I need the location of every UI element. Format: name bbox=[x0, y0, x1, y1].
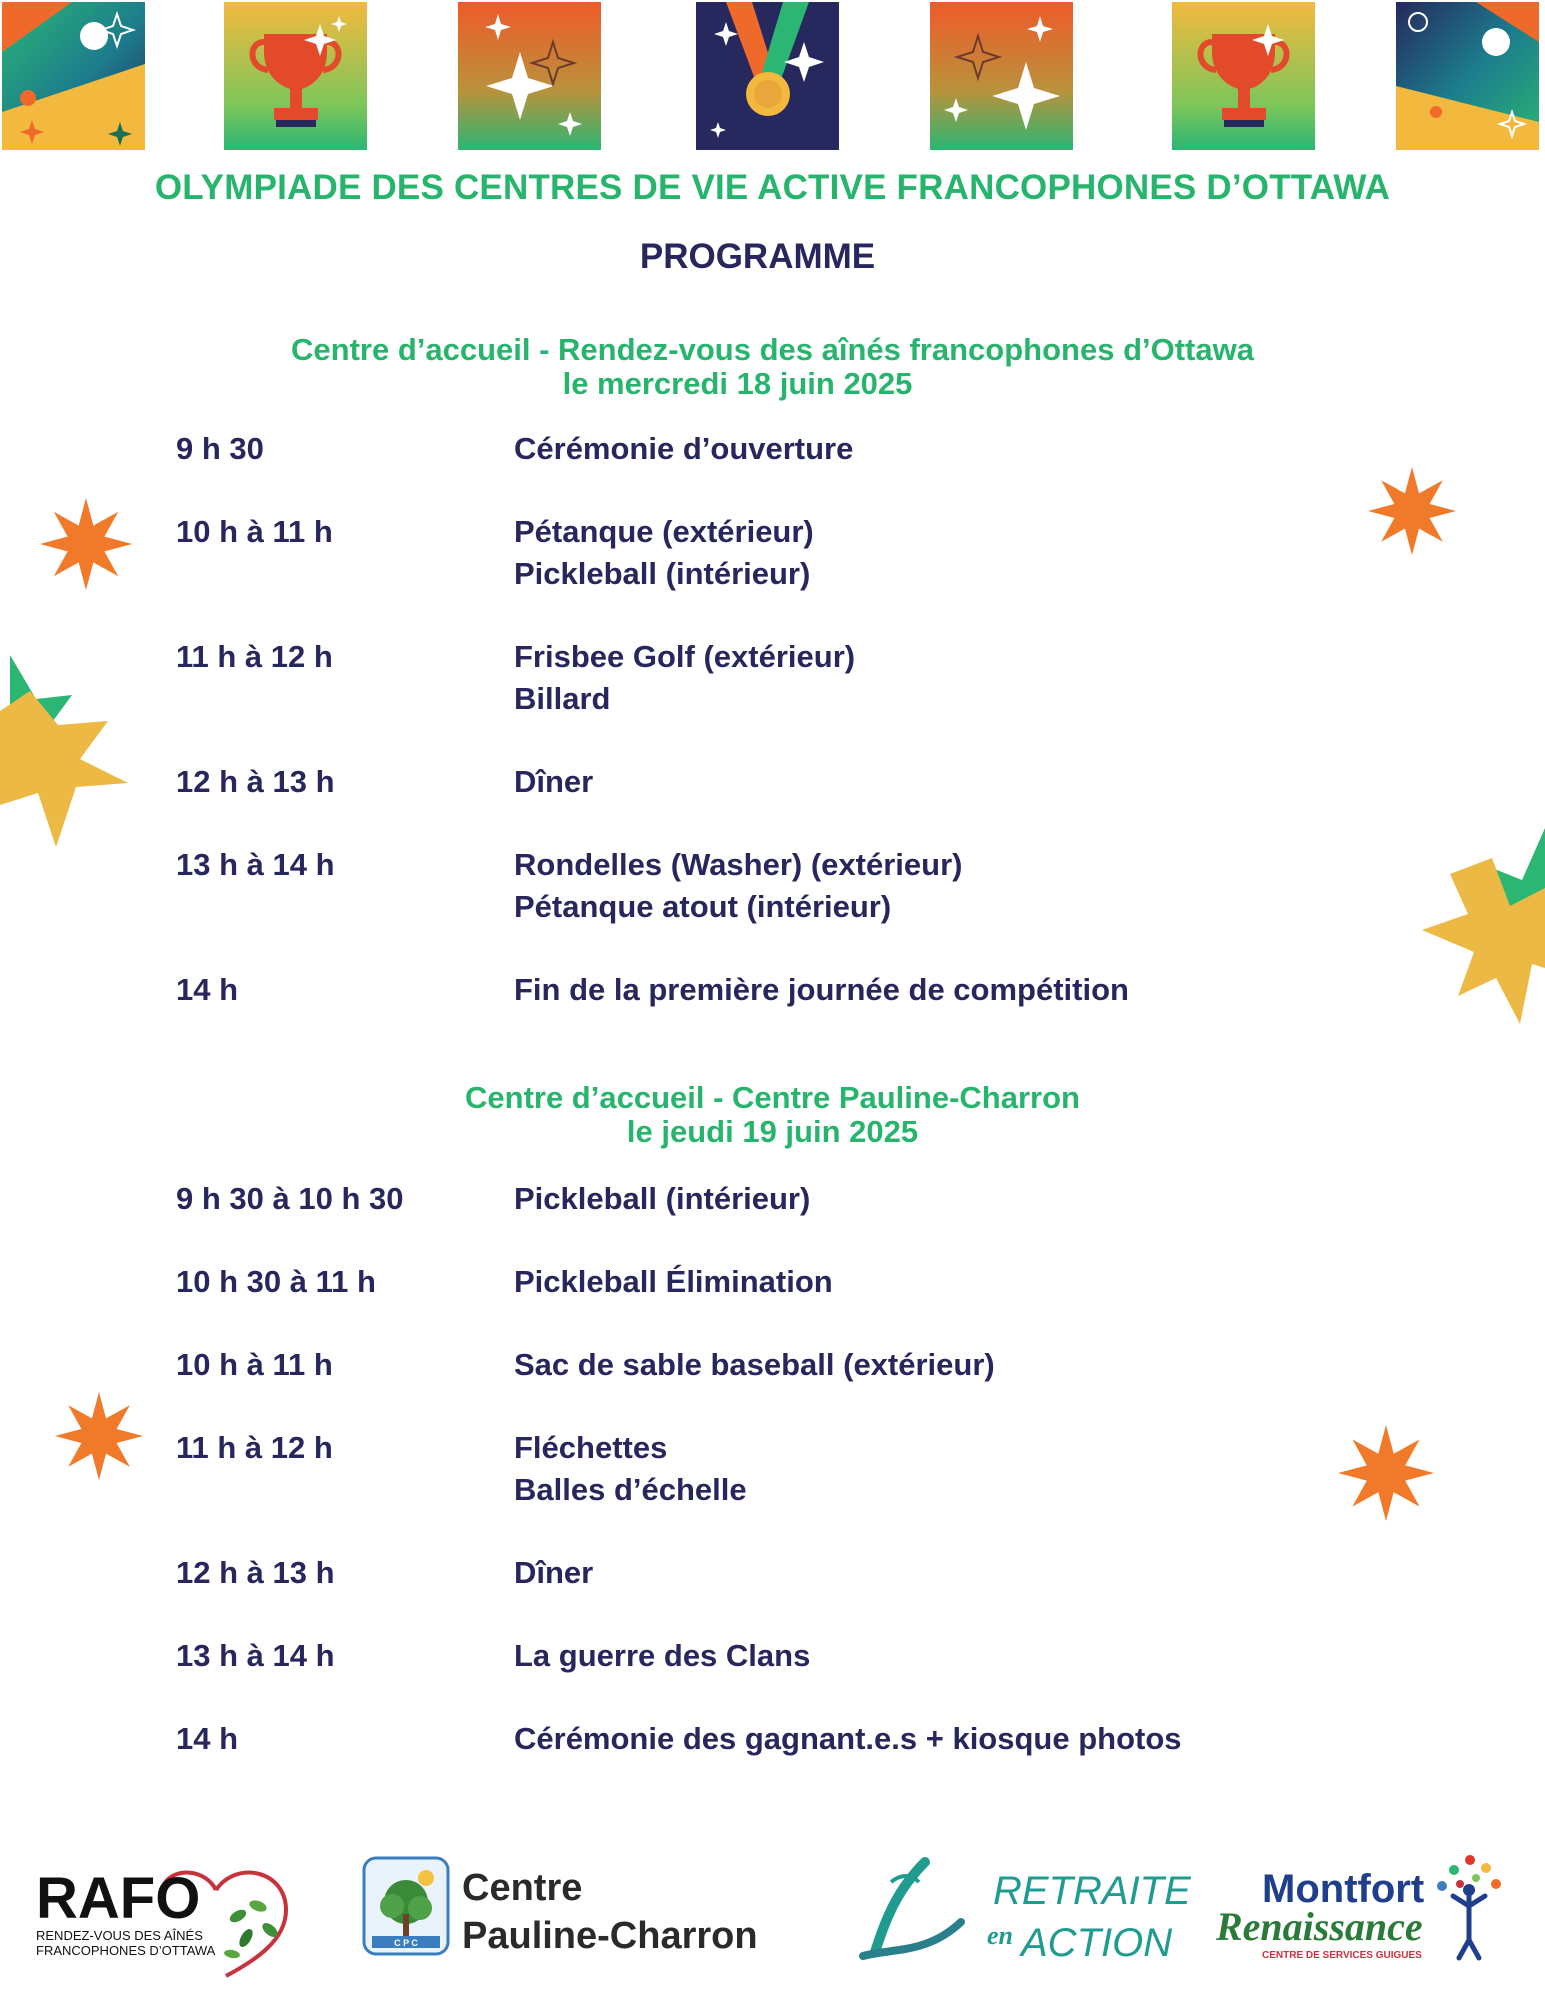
activity-label: Pickleball (intérieur) bbox=[514, 556, 811, 591]
activity-label: Cérémonie d’ouverture bbox=[514, 431, 854, 466]
schedule-time: 9 h 30 bbox=[176, 431, 264, 466]
schedule-activities bbox=[514, 636, 1376, 720]
schedule-activities bbox=[514, 1552, 1376, 1594]
schedule-row bbox=[176, 1344, 1376, 1386]
schedule-row bbox=[176, 1635, 1376, 1677]
abstract-tile bbox=[2, 2, 145, 150]
starburst-icon bbox=[1368, 467, 1456, 555]
day1-schedule bbox=[176, 428, 1376, 1011]
activity-label: Billard bbox=[514, 681, 611, 716]
stars-tile bbox=[458, 2, 601, 150]
schedule-time: 11 h à 12 h bbox=[176, 639, 333, 674]
activity-label: Balles d’échelle bbox=[514, 1472, 747, 1507]
montfort-line-2: Renaissance bbox=[1216, 1904, 1423, 1949]
schedule-row bbox=[176, 969, 1376, 1011]
schedule-time: 11 h à 12 h bbox=[176, 1430, 333, 1465]
rafo-tagline-1: RENDEZ-VOUS DES AÎNÉS bbox=[36, 1928, 203, 1943]
schedule-time: 13 h à 14 h bbox=[176, 1638, 335, 1673]
montfort-line-1: Montfort bbox=[1262, 1867, 1425, 1911]
schedule-activities bbox=[514, 1718, 1376, 1760]
rafo-name: RAFO bbox=[36, 1866, 201, 1931]
activity-label: Dîner bbox=[514, 764, 594, 799]
day2-schedule bbox=[176, 1178, 1376, 1760]
schedule-time: 9 h 30 à 10 h 30 bbox=[176, 1181, 404, 1216]
schedule-row bbox=[176, 636, 1376, 720]
schedule-row bbox=[176, 511, 1376, 595]
schedule-activities bbox=[514, 1178, 1376, 1220]
activity-label: Frisbee Golf (extérieur) bbox=[514, 639, 856, 674]
schedule-row bbox=[176, 1261, 1376, 1303]
medal-tile bbox=[696, 2, 839, 150]
retraite-line-2b: ACTION bbox=[1021, 1921, 1173, 1965]
schedule-row bbox=[176, 1178, 1376, 1220]
day2-venue-heading bbox=[0, 1081, 1545, 1149]
schedule-activities bbox=[514, 1635, 1376, 1677]
day2-venue: Centre d’accueil - Centre Pauline-Charron bbox=[465, 1080, 1080, 1115]
schedule-time: 12 h à 13 h bbox=[176, 1555, 335, 1590]
schedule-activities bbox=[514, 1344, 1376, 1386]
star-shape-icon bbox=[1422, 828, 1545, 1028]
event-title: OLYMPIADE DES CENTRES DE VIE ACTIVE FRANCOPHONES D’OTTAWA bbox=[154, 168, 1391, 207]
star-shape-icon bbox=[0, 655, 135, 855]
cpc-line-2: Pauline-Charron bbox=[462, 1915, 758, 1957]
starburst-icon bbox=[40, 498, 132, 590]
schedule-activities bbox=[514, 1261, 1376, 1303]
abstract-tile bbox=[1396, 2, 1539, 150]
schedule-time: 10 h à 11 h bbox=[176, 1347, 333, 1382]
montfort-renaissance-logo bbox=[1210, 1840, 1530, 1970]
retraite-line-1: RETRAITE bbox=[993, 1869, 1191, 1913]
schedule-activities bbox=[514, 1427, 1376, 1511]
montfort-line-3: CENTRE DE SERVICES GUIGUES bbox=[1262, 1950, 1422, 1961]
schedule-activities bbox=[514, 511, 1376, 595]
schedule-row bbox=[176, 844, 1376, 928]
day1-venue: Centre d’accueil - Rendez-vous des aînés francophones d’Ottawa bbox=[291, 332, 1254, 367]
day2-date: le jeudi 19 juin 2025 bbox=[626, 1114, 919, 1149]
stars-tile bbox=[930, 2, 1073, 150]
retraite-line-2a: en bbox=[987, 1921, 1013, 1950]
schedule-time: 10 h 30 à 11 h bbox=[176, 1264, 376, 1299]
activity-label: Fin de la première journée de compétition bbox=[514, 972, 1129, 1007]
activity-label: Pickleball (intérieur) bbox=[514, 1181, 811, 1216]
schedule-activities bbox=[514, 761, 1376, 803]
cpc-logo bbox=[362, 1856, 802, 1968]
trophy-tile bbox=[1172, 2, 1315, 150]
activity-label: Rondelles (Washer) (extérieur) bbox=[514, 847, 963, 882]
header-banner bbox=[0, 0, 1545, 152]
schedule-time: 13 h à 14 h bbox=[176, 847, 335, 882]
activity-label: Dîner bbox=[514, 1555, 594, 1590]
schedule-row bbox=[176, 1718, 1376, 1760]
schedule-time: 12 h à 13 h bbox=[176, 764, 335, 799]
starburst-icon bbox=[1338, 1425, 1434, 1521]
schedule-row bbox=[176, 1427, 1376, 1511]
schedule-time: 14 h bbox=[176, 1721, 239, 1756]
schedule-activities bbox=[514, 844, 1376, 928]
schedule-time: 14 h bbox=[176, 972, 239, 1007]
rafo-logo bbox=[36, 1850, 302, 1980]
schedule-row bbox=[176, 761, 1376, 803]
activity-label: Sac de sable baseball (extérieur) bbox=[514, 1347, 995, 1382]
cpc-line-1: Centre bbox=[462, 1867, 583, 1909]
partner-logos bbox=[0, 1830, 1545, 2000]
rafo-tagline-2: FRANCOPHONES D’OTTAWA bbox=[36, 1943, 216, 1958]
schedule-activities bbox=[514, 969, 1376, 1011]
activity-label: Pétanque (extérieur) bbox=[514, 514, 814, 549]
schedule-time: 10 h à 11 h bbox=[176, 514, 333, 549]
day1-venue-heading bbox=[0, 333, 1545, 401]
schedule-row bbox=[176, 1552, 1376, 1594]
activity-label: La guerre des Clans bbox=[514, 1638, 811, 1673]
day1-date: le mercredi 18 juin 2025 bbox=[562, 366, 913, 401]
activity-label: Cérémonie des gagnant.e.s + kiosque photos bbox=[514, 1721, 1182, 1756]
retraite-en-action-logo bbox=[855, 1852, 1191, 1974]
cpc-badge-text: C P C bbox=[394, 1938, 418, 1948]
programme-heading: PROGRAMME bbox=[639, 237, 876, 276]
schedule-activities bbox=[514, 428, 1376, 470]
activity-label: Fléchettes bbox=[514, 1430, 668, 1465]
schedule-row bbox=[176, 428, 1376, 470]
starburst-icon bbox=[55, 1392, 143, 1480]
trophy-tile bbox=[224, 2, 367, 150]
activity-label: Pickleball Élimination bbox=[514, 1264, 833, 1299]
activity-label: Pétanque atout (intérieur) bbox=[514, 889, 892, 924]
